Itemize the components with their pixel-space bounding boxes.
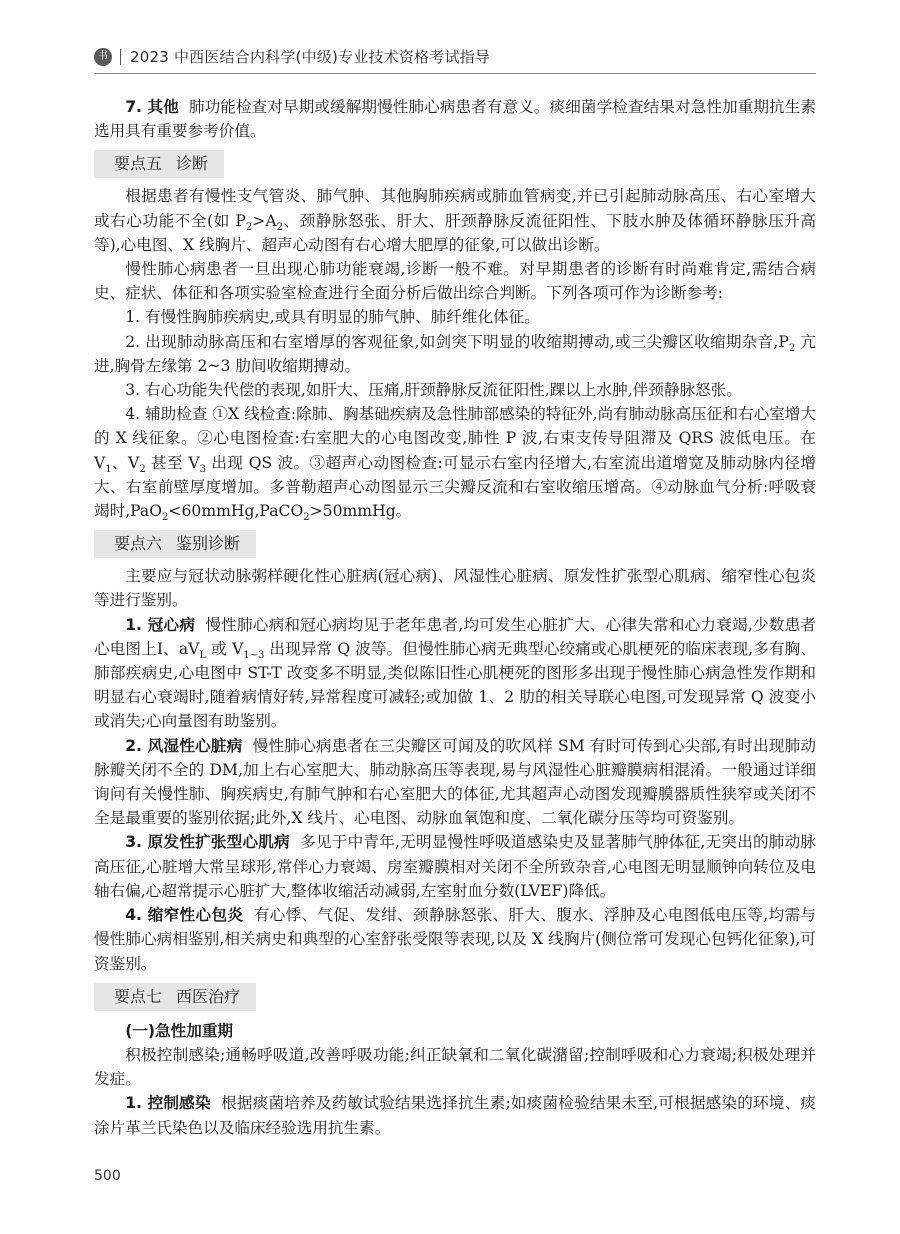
paragraph bbox=[94, 184, 816, 257]
list-item bbox=[94, 402, 816, 523]
running-header bbox=[0, 0, 900, 78]
header-rule bbox=[94, 73, 816, 74]
text-run: 根据患者有慢性支气管炎、肺气肿、其他胸肺疾病或肺血管病变,并已引起肺动脉高压、右心室增大或右心功能不全(如 P bbox=[94, 187, 816, 230]
section-number: 要点七 bbox=[114, 986, 163, 1006]
text-run: >A bbox=[252, 211, 277, 230]
list-item: 1. 有慢性胸肺疾病史,或具有明显的肺气肿、肺纤维化体征。 bbox=[125, 308, 540, 327]
header-separator bbox=[120, 49, 121, 65]
subscript: 1~3 bbox=[243, 649, 265, 661]
text-run: 或 V bbox=[206, 639, 244, 658]
section-heading-diagnosis bbox=[94, 150, 224, 178]
item-text: 肺功能检查对早期或缓解期慢性肺心病患者有意义。痰细菌学检查结果对急性加重期抗生素选用具有重要参考价值。 bbox=[94, 98, 816, 141]
section-heading-treatment bbox=[94, 983, 256, 1011]
text-run: 出现 QS 波。③超声心动图检查:可显示右室内径增大,右室流出道增宽及肺动脉内径增大、右室前壁厚度增加。多普勒超声心动图显示三尖瓣反流和右室收缩压增高。④动脉血气分析:呼吸衰竭时,PaO bbox=[94, 453, 816, 521]
item-label: 1. 控制感染 bbox=[125, 1094, 211, 1113]
item-label: 3. 原发性扩张型心肌病 bbox=[125, 833, 290, 852]
list-item bbox=[94, 830, 816, 903]
subscript: 2 bbox=[303, 512, 310, 524]
paragraph: 慢性肺心病患者一旦出现心肺功能衰竭,诊断一般不难。对早期患者的诊断有时尚难肯定,需结合病史、症状、体征和各项实验室检查进行全面分析后做出综合判断。下列各项可作为诊断参考: bbox=[94, 260, 816, 303]
item-text: 慢性肺心病患者在三尖瓣区可闻及的吹风样 SM 有时可传到心尖部,有时出现肺动脉瓣关闭不全的 DM,加上右心室肥大、肺动脉高压等表现,易与风湿性心脏瓣膜病相混淆。一般通过详细询问有关慢性肺、胸疾病史,有肺气肿和右心室肥大的体征,尤其超声心动图发现瓣膜器质性狭窄或关闭不全是最重要的鉴别依据;此外,X 线片、心电图、动脉血氧饱和度、二氧化碳分压等均可资鉴别。 bbox=[94, 736, 816, 828]
paragraph: 积极控制感染;通畅呼吸道,改善呼吸功能;纠正缺氧和二氧化碳潴留;控制呼吸和心力衰竭;积极处理并发症。 bbox=[94, 1045, 816, 1089]
section-number: 要点五 bbox=[114, 154, 163, 174]
item-label: 7. 其他 bbox=[125, 98, 179, 116]
page-content bbox=[94, 95, 816, 1140]
list-item bbox=[94, 734, 816, 831]
item-label: 4. 缩窄性心包炎 bbox=[125, 906, 244, 925]
list-item bbox=[94, 903, 816, 976]
item-label: 1. 冠心病 bbox=[125, 615, 196, 634]
paragraph-other bbox=[94, 95, 816, 143]
subheading-acute: (一)急性加重期 bbox=[125, 1021, 234, 1040]
subscript: L bbox=[199, 649, 207, 661]
section-title: 鉴别诊断 bbox=[176, 534, 241, 554]
book-logo-icon: 书 bbox=[94, 48, 112, 66]
text-run: >50mmHg。 bbox=[309, 502, 412, 521]
item-label: 2. 风湿性心脏病 bbox=[125, 736, 243, 755]
header-title: 2023 中西医结合内科学(中级)专业技术资格考试指导 bbox=[130, 48, 491, 66]
text-run: 亢进,胸骨左缘第 2~3 肋间收缩期搏动。 bbox=[94, 332, 816, 375]
section-title: 西医治疗 bbox=[176, 986, 241, 1006]
text-run: 、颈静脉怒张、肝大、肝颈静脉反流征阳性、下肢水肿及体循环静脉压升高等),心电图、X 线胸片、超声心动图有右心增大肥厚的征象,可以做出诊断。 bbox=[94, 211, 816, 254]
text-run: 慢性肺心病和冠心病均见于老年患者,均可发生心脏扩大、心律失常和心力衰竭,少数患者心电图上Ⅰ、aV bbox=[94, 615, 817, 658]
section-title: 诊断 bbox=[176, 154, 209, 174]
list-item: 3. 右心功能失代偿的表现,如肝大、压痛,肝颈静脉反流征阳性,踝以上水肿,伴颈静脉怒张。 bbox=[125, 381, 742, 400]
text-run: 、V bbox=[111, 453, 140, 472]
list-item bbox=[94, 613, 816, 734]
text-run: 出现异常 Q 波等。但慢性肺心病无典型心绞痛或心肌梗死的临床表现,多有胸、肺部疾病史,心电图中 ST-T 改变多不明显,类似陈旧性心肌梗死的图形多出现于慢性肺心病急性发作期和明显右心衰竭时,随着病情好转,异常程度可减轻;或加做 1、2 肋的相关导联心电图,可发现异常 Q 波变小或消失;心向量图有助鉴别。 bbox=[94, 639, 816, 731]
subscript: 2 bbox=[788, 342, 796, 354]
subscript: 1 bbox=[105, 463, 112, 475]
subscript: 3 bbox=[199, 463, 207, 475]
text-run: 4. 辅助检查 ①X 线检查:除肺、胸基础疾病及急性肺部感染的特征外,尚有肺动脉高压征和右心室增大的 X 线征象。②心电图检查:右室肥大的心电图改变,肺性 P 波,右束支传导阻滞及 QRS 波低电压。在 V bbox=[94, 405, 816, 472]
section-number: 要点六 bbox=[114, 534, 163, 554]
subscript: 2 bbox=[162, 512, 169, 524]
section-heading-differential bbox=[94, 530, 256, 558]
item-text: 有心悸、气促、发绀、颈静脉怒张、肝大、腹水、浮肿及心电图低电压等,均需与慢性肺心病相鉴别,相关病史和典型的心室舒张受限等表现,以及 X 线胸片(侧位常可发现心包钙化征象),可资鉴别。 bbox=[94, 906, 817, 973]
page-number: 500 bbox=[94, 1168, 121, 1184]
text-run: <60mmHg,PaCO bbox=[168, 502, 304, 521]
item-text: 多见于中青年,无明显慢性呼吸道感染史及显著肺气肿体征,无突出的肺动脉高压征,心脏增大常呈球形,常伴心力衰竭、房室瓣膜相对关闭不全所致杂音,心电图无明显顺钟向转位及电轴右偏,心超常提示心脏扩大,整体收缩活动减弱,左室射血分数(LVEF)降低。 bbox=[94, 833, 816, 900]
subscript: 2 bbox=[139, 463, 146, 475]
subscript: 2 bbox=[276, 221, 283, 233]
text-run: 甚至 V bbox=[145, 453, 200, 472]
item-text: 根据痰菌培养及药敏试验结果选择抗生素;如痰菌检验结果未至,可根据感染的环境、痰涂片革兰氏染色以及临床经验选用抗生素。 bbox=[94, 1094, 816, 1137]
subscript: 2 bbox=[245, 221, 253, 233]
paragraph: 主要应与冠状动脉粥样硬化性心脏病(冠心病)、风湿性心脏病、原发性扩张型心肌病、缩窄性心包炎等进行鉴别。 bbox=[94, 567, 816, 610]
list-item bbox=[94, 330, 816, 378]
text-run: 2. 出现肺动脉高压和右室增厚的客观征象,如剑突下明显的收缩期搏动,或三尖瓣区收缩期杂音,P bbox=[125, 332, 789, 351]
list-item bbox=[94, 1091, 816, 1139]
